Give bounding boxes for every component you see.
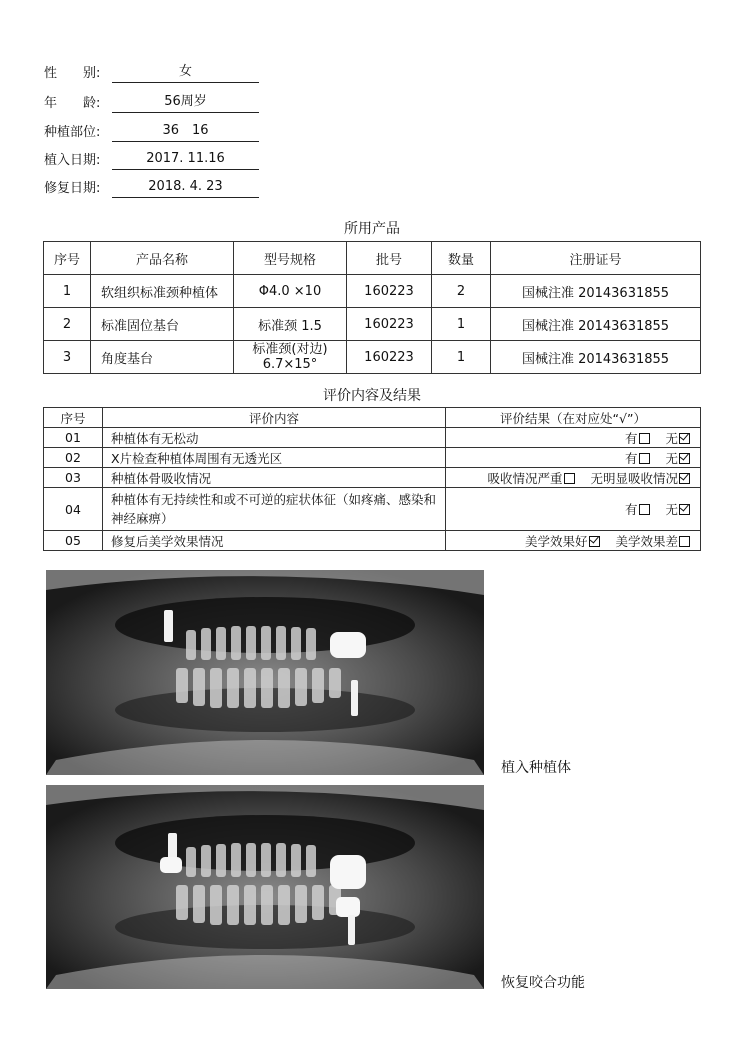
product-name: 标准固位基台 [91,308,234,341]
checkbox-checked [679,504,690,515]
product-reg: 国械注准 20143631855 [491,341,701,374]
checkbox-checked [589,536,600,547]
evaluation-result [446,448,701,468]
xray-restoration-icon [46,785,484,989]
option-label: 无 [665,430,678,446]
product-no: 2 [44,308,91,341]
evaluation-header-content: 评价内容 [103,408,446,428]
product-qty: 1 [432,308,491,341]
product-no: 3 [44,341,91,374]
products-header-row [44,242,701,275]
product-batch: 160223 [347,308,432,341]
table-row [44,468,701,488]
product-spec: Φ4.0 ×10 [234,275,347,308]
product-spec-line1: 标准颈(对边) [252,342,328,357]
products-header-no: 序号 [44,242,91,275]
option-label: 无明显吸收情况 [590,470,678,486]
product-no: 1 [44,275,91,308]
evaluation-result [446,468,701,488]
evaluation-no: 04 [44,488,103,531]
xray-implant-image [46,570,484,775]
repair-date-value: 2018. 4. 23 [112,177,259,198]
evaluation-no: 01 [44,428,103,448]
product-spec: 标准颈 1.5 [234,308,347,341]
table-row [44,448,701,468]
checkbox-checked [679,473,690,484]
site-value: 36 16 [112,121,259,142]
product-qty: 2 [432,275,491,308]
evaluation-no: 03 [44,468,103,488]
xray-implant-icon [46,570,484,775]
table-row [44,428,701,448]
product-spec [234,341,347,374]
evaluation-header-no: 序号 [44,408,103,428]
table-row [44,488,701,531]
evaluation-content: 种植体有无松动 [103,428,446,448]
products-header-name: 产品名称 [91,242,234,275]
option-label: 有 [624,450,638,466]
evaluation-title: 评价内容及结果 [323,388,421,404]
xray-restoration-image [46,785,484,989]
evaluation-no: 05 [44,531,103,551]
products-header-spec: 型号规格 [234,242,347,275]
evaluation-result [446,488,701,531]
table-row [44,275,701,308]
evaluation-header-row [44,408,701,428]
product-reg: 国械注准 20143631855 [491,308,701,341]
product-reg: 国械注准 20143631855 [491,275,701,308]
checkbox-checked [679,433,690,444]
option-label: 有 [624,430,638,446]
implant-date-label: 植入日期: [44,153,101,168]
evaluation-content: 修复后美学效果情况 [103,531,446,551]
gender-label: 性 别: [44,66,101,81]
products-header-batch: 批号 [347,242,432,275]
table-row [44,308,701,341]
checkbox-unchecked [639,433,650,444]
products-header-qty: 数量 [432,242,491,275]
product-batch: 160223 [347,275,432,308]
checkbox-unchecked [564,473,575,484]
product-spec-line2: 6.7×15° [262,357,318,372]
caption-restoration: 恢复咬合功能 [501,975,585,991]
implant-date-value: 2017. 11.16 [112,149,259,170]
checkbox-unchecked [639,504,650,515]
evaluation-result [446,428,701,448]
evaluation-header-result: 评价结果（在对应处“√”） [446,408,701,428]
evaluation-content: 种植体有无持续性和或不可逆的症状体征（如疼痛、感染和神经麻痹） [103,488,446,531]
checkbox-checked [679,453,690,464]
evaluation-result [446,531,701,551]
table-row [44,531,701,551]
gender-value: 女 [112,62,259,83]
table-row [44,341,701,374]
age-label: 年 龄: [44,96,101,111]
age-value: 56周岁 [112,92,259,113]
option-label: 美学效果差 [615,533,678,549]
product-batch: 160223 [347,341,432,374]
caption-implant: 植入种植体 [501,760,571,776]
site-label: 种植部位: [44,125,101,140]
evaluation-content: X片检查种植体周围有无透光区 [103,448,446,468]
products-header-reg: 注册证号 [491,242,701,275]
option-label: 无 [665,450,678,466]
evaluation-content: 种植体骨吸收情况 [103,468,446,488]
product-name: 软组织标准颈种植体 [91,275,234,308]
product-name: 角度基台 [91,341,234,374]
products-table [43,241,701,374]
checkbox-unchecked [679,536,690,547]
option-label: 美学效果好 [524,533,588,549]
checkbox-unchecked [639,453,650,464]
products-title: 所用产品 [344,221,400,237]
evaluation-table [43,407,701,551]
product-qty: 1 [432,341,491,374]
evaluation-no: 02 [44,448,103,468]
option-label: 无 [665,501,678,517]
repair-date-label: 修复日期: [44,181,101,196]
option-label: 吸收情况严重 [487,470,563,486]
option-label: 有 [624,501,638,517]
